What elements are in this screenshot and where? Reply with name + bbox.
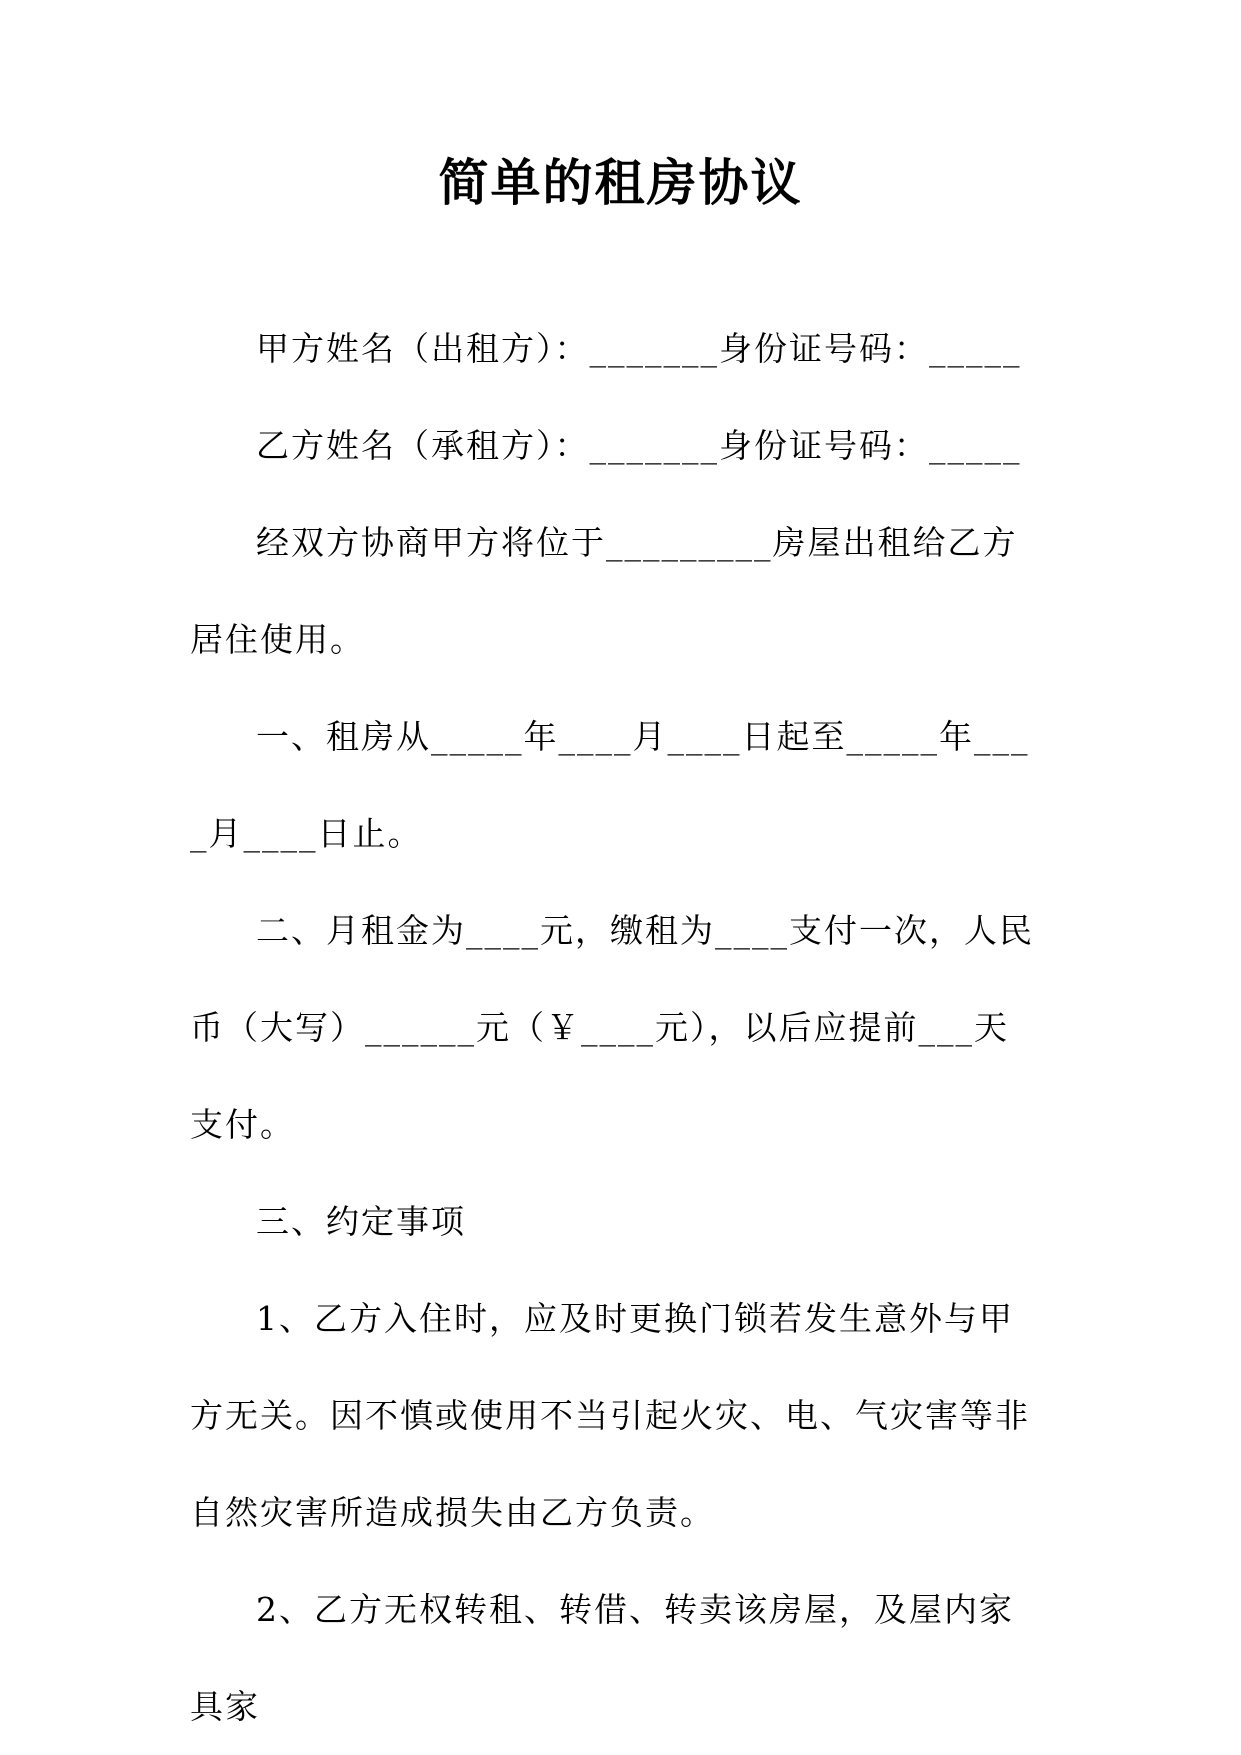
agreement-item-2: 2、乙方无权转租、转借、转卖该房屋，及屋内家具家 — [190, 1590, 1014, 1726]
agreement-item-1: 1、乙方入住时，应及时更换门锁若发生意外与甲方无关。因不慎或使用不当引起火灾、电、气灾害等非自然灾害所造成损失由乙方负责。 — [190, 1299, 1030, 1532]
rent-clause: 二、月租金为____元，缴租为____支付一次，人民币（大写）______元（￥____元），以后应提前___天支付。 — [190, 911, 1034, 1144]
section-heading: 三、约定事项 — [256, 1202, 466, 1241]
document-title: 简单的租房协议 — [438, 153, 803, 212]
property-clause: 经双方协商甲方将位于_________房屋出租给乙方居住使用。 — [190, 523, 1018, 659]
document-body — [190, 300, 1042, 1755]
term-clause: 一、租房从_____年____月____日起至_____年____月____日止。 — [190, 717, 1030, 853]
party-a-line: 甲方姓名（出租方）：_______身份证号码：_____ — [256, 329, 1022, 368]
party-b-line: 乙方姓名（承租方）：_______身份证号码：_____ — [256, 426, 1022, 465]
